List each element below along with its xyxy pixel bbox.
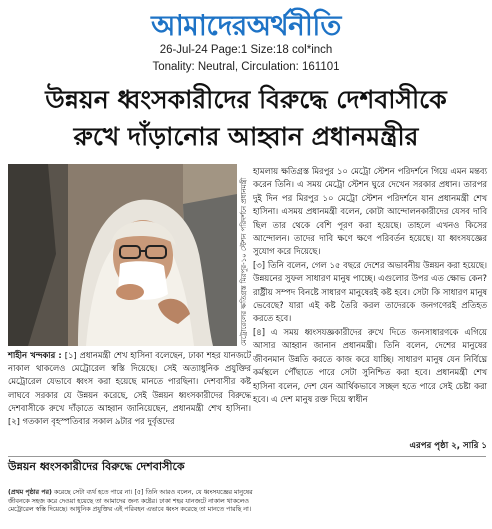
paragraph: [৩] তিনি বলেন, গেল ১৫ বছরে দেশের অভাবনীয় উন্নয়ন করা হয়েছে। উন্নয়নের সুফল সাধারণ মানুষ পাচ্ছে। এগুলোর উপর এত ক্ষোভ কেন? রাষ্ট্রীয় সম্পদ বিনষ্টে সাধারণ মানুষেরই কষ্ট হবে। সেটা কি সাধারণ মানুষ ভেবেছে? যারা এই কষ্ট তৈরি করল তাদেরকে জনগণেরই প্রতিহত করতে হবে। xyxy=(253,259,487,324)
headline-line-1: উন্নয়ন ধ্বংসকারীদের বিরুদ্ধে দেশবাসীকে xyxy=(45,85,447,114)
photo-illustration xyxy=(8,164,237,346)
paragraph: [৪] এ সময় ধ্বংসযজ্ঞকারীদের রুখে দিতে জনসাধারণকে এগিয়ে আসার আহ্বান জানান প্রধানমন্ত্রী। তিনি বলেন, দেশের মানুষের জীবনমান উন্নতি করতে কাজ করে যাচ্ছি। সাধারণ মানুষ যেন নির্বিঘ্নে কর্মস্থলে পৌঁছাতে পারে সেটা সুনিশ্চিত করা হবে। প্রধানমন্ত্রী শেখ হাসিনা বলেন, দেশ যেন আর্থিকভাবে সচ্ছল হতে পারে সেই চেষ্টা করা হবে। এ দেশ মানুষ রক্ত দিয়ে স্বাধীন xyxy=(253,326,487,404)
paragraph: হামলায় ক্ষতিগ্রস্ত মিরপুর ১০ মেট্রো স্টেশন পরিদর্শনে গিয়ে এমন মন্তব্য করেন তিনি। এ সময় মেট্রো স্টেশন ঘুরে দেখেন সরকার প্রধান। তারপর দুই দিন পর মিরপুর ১০ মেট্রো স্টেশন পরিদর্শনে যান প্রধানমন্ত্রী শেখ হাসিনা। এসময় প্রধানমন্ত্রী বলেন, কোটা আন্দোলনকারীদের যেসব দাবি ছিল তার থেকে বেশি পূরণ করা হয়েছে। তাহলে এখনও কিসের আন্দোলন। তাদের দাবি ক্ষণে ক্ষণে পরিবর্তন হয়েছে। যা ধ্বংসযজ্ঞের সুযোগ করে দিয়েছে। xyxy=(253,166,487,257)
paragraph: করেছে সেটা ব্যর্থ হতে পারে না। [৫] তিনি আরও বলেন, যে ধ্বংসযজ্ঞের মানুষের জীবনকে সহজ করে দেওয়া হয়েছে তা আমাদের জন্য কষ্টের। ঢাকা শহর যানজটে নাকাল থাকলেও মেট্রোরেল স্বস্তি দিয়েছে। আধুনিক প্রযুক্তির এই পরিবহন এভাবে ধ্বংস করেছে তা মানতে পারছি না। xyxy=(8,489,253,514)
paragraph: [১] প্রধানমন্ত্রী শেখ হাসিনা বলেছেন, ঢাকা শহর যানজটে নাকাল থাকলেও মেট্রোরেল স্বস্তি দিয়েছে। সেই অত্যাধুনিক প্রযুক্তির মেট্রোরেল যেভাবে ধ্বংস করা হয়েছে মানতে পারছিনা। দেশবাসীর কষ্ট লাঘবে সরকার যে উন্নয়ন করেছে, সেই উন্নয়ন ধ্বংসকারীদের বিরুদ্ধে দেশবাসীকে রুখে দাঁড়াতে আহ্বান জানিয়েছেন, প্রধানমন্ত্রী শেখ হাসিনা। [২] গতকাল বৃহস্পতিবার সকাল ৯টার পর দুর্বৃত্তদের xyxy=(8,350,251,427)
byline: শাহীন খন্দকার : xyxy=(8,350,62,360)
continuation-body xyxy=(8,489,253,515)
clipping-meta-date-size: 26-Jul-24 Page:1 Size:18 col*inch xyxy=(159,44,333,56)
headline-line-2: রুখে দাঁড়ানোর আহ্বান প্রধানমন্ত্রীর xyxy=(73,122,419,151)
divider xyxy=(8,456,486,457)
photo-caption-text: মেট্রোরেলের ক্ষতিগ্রস্ত মিরপুর-১০ স্টেশন পরিদর্শনে প্রধানমন্ত্রী xyxy=(240,177,248,346)
continuation-headline: উন্নয়ন ধ্বংসকারীদের বিরুদ্ধে দেশবাসীকে xyxy=(8,460,185,473)
clipping-meta-tonality-circulation: Tonality: Neutral, Circulation: 161101 xyxy=(152,61,340,73)
masthead-logo-text: আমাদেরঅর্থনীতি xyxy=(151,9,341,42)
article-right-column xyxy=(253,165,487,406)
article-left-column xyxy=(8,349,251,428)
photo-caption xyxy=(238,164,250,346)
newspaper-masthead xyxy=(0,4,492,42)
continuation-note: এরপর পৃষ্ঠা ২, সারি ১ xyxy=(409,441,487,451)
continuation-lead: (প্রথম পৃষ্ঠার পর) xyxy=(8,489,52,496)
article-photo xyxy=(8,164,237,346)
